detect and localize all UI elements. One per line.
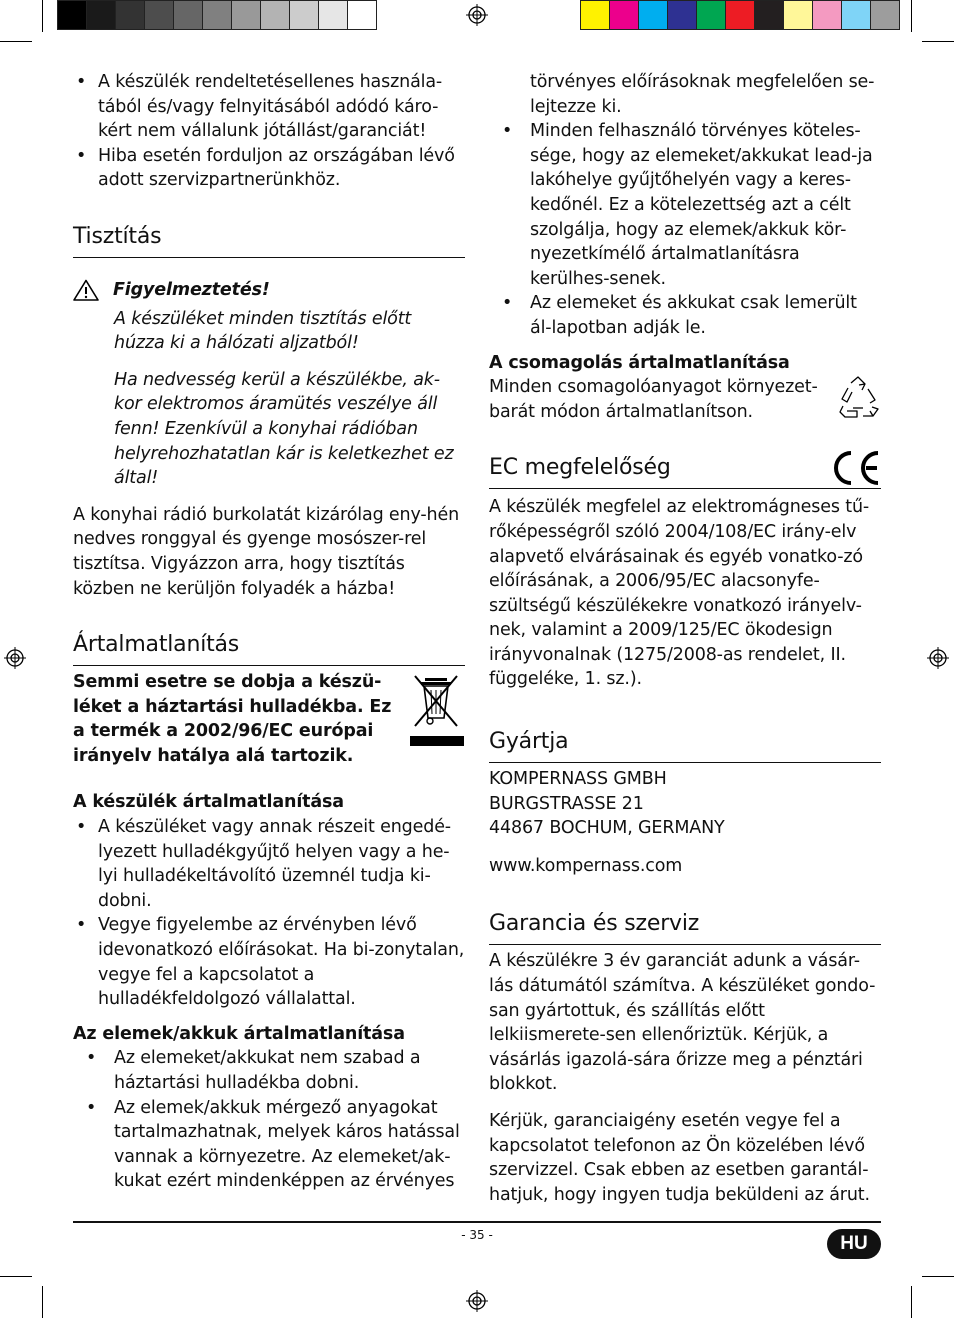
section-heading-ec: EC megfelelőség xyxy=(489,454,881,489)
ce-mark-icon xyxy=(829,450,881,486)
color-swatch xyxy=(290,1,319,29)
crop-mark xyxy=(42,0,43,32)
battery-disposal-list xyxy=(73,1046,465,1194)
color-swatch xyxy=(116,1,145,29)
color-swatch xyxy=(813,1,842,29)
list-item: • Hiba esetén forduljon az országában lévő adott szervizpartnerünkhöz. xyxy=(73,144,465,193)
color-swatch xyxy=(639,1,668,29)
section-heading-disposal: Ártalmatlanítás xyxy=(73,631,465,666)
section-heading-warranty: Garancia és szerviz xyxy=(489,910,881,945)
crop-mark xyxy=(911,0,912,32)
left-column xyxy=(73,70,465,1194)
process-color-bar xyxy=(580,0,900,30)
crop-mark xyxy=(911,1286,912,1318)
section-heading-cleaning: Tisztítás xyxy=(73,223,465,258)
ec-heading-row xyxy=(489,454,881,489)
warning-header xyxy=(73,278,465,303)
manufacturer-address xyxy=(489,767,881,878)
list-item: • A készülék rendeltetésellenes használa-tából és/vagy felnyitásából adódó káro-kért nem vállalunk jótállást/garanciát! xyxy=(73,70,465,144)
address-line: KOMPERNASS GMBH xyxy=(489,769,667,790)
warranty-text: Kérjük, garanciaigény esetén vegye fel a kapcsolatot telefonon az Ön közelében lévő szervizzel. Csak ebben az esetben garantál-hatjuk, hogy ingyen tudja beküldeni az árut. xyxy=(489,1111,870,1205)
crossed-out-wheelie-bin-icon xyxy=(409,672,465,750)
color-swatch xyxy=(668,1,697,29)
subheading-battery-disposal: Az elemek/akkuk ártalmatlanítása xyxy=(73,1023,405,1044)
cleaning-text: A konyhai rádió burkolatát kizárólag eny-hén nedves ronggyal és gyenge mosószer-rel tisztítsa. Vigyázzon arra, hogy tisztítás közben ne kerüljön folyadék a házba! xyxy=(73,504,460,599)
color-swatch xyxy=(726,1,755,29)
color-swatch xyxy=(174,1,203,29)
crop-mark xyxy=(0,1276,32,1277)
color-swatch xyxy=(871,1,899,29)
packaging-block xyxy=(489,375,881,424)
battery-continued-text: törvényes előírásoknak megfelelően se-lejtezze ki. xyxy=(530,72,875,117)
warning-text: A készüléket minden tisztítás előtt húzza ki a hálózati aljzatból! xyxy=(114,308,412,354)
crop-mark xyxy=(922,41,954,42)
packaging-text: Minden csomagolóanyagot környezet-barát módon ártalmatlanítson. xyxy=(489,377,818,422)
color-swatch xyxy=(58,1,87,29)
color-swatch xyxy=(842,1,871,29)
ec-text: A készülék megfelel az elektromágneses tű-rőképességről szóló 2004/108/EC irány-elv alapvető elvárásainak és egyéb vonatko-zó előírásának, a 2006/95/EC alacsonyfe-szültségű készülékekre vonatkozó irányelv-nek, valamint a 2009/125/EC ökodesign irányvonalnak (1275/2008-as rendelet, II. függeléke, 1. sz.). xyxy=(489,497,870,690)
list-item: • Az elemeket és akkukat csak lemerült ál-lapotban adják le. xyxy=(489,291,881,340)
color-swatch xyxy=(610,1,639,29)
subheading-packaging-disposal: A csomagolás ártalmatlanítása xyxy=(489,352,790,373)
color-swatch xyxy=(232,1,261,29)
page-number: - 35 - xyxy=(461,1228,493,1242)
color-swatch xyxy=(784,1,813,29)
footer-divider xyxy=(73,1221,881,1223)
crop-mark xyxy=(922,1276,954,1277)
language-badge: HU xyxy=(827,1229,881,1259)
disposal-warning-text: Semmi esetre se dobja a készü-léket a háztartási hulladékba. Ez a termék a 2002/96/EC európai irányelv hatálya alá tartozik. xyxy=(73,672,392,766)
color-swatch xyxy=(261,1,290,29)
color-swatch xyxy=(348,1,376,29)
color-swatch xyxy=(755,1,784,29)
color-swatch xyxy=(697,1,726,29)
recycling-icon xyxy=(835,375,881,421)
color-swatch xyxy=(145,1,174,29)
warning-triangle-icon xyxy=(73,279,99,301)
list-item: • Az elemeket/akkukat nem szabad a háztartási hulladékba dobni. xyxy=(73,1046,465,1095)
color-swatch xyxy=(203,1,232,29)
registration-mark-icon xyxy=(466,1290,488,1312)
registration-mark-icon xyxy=(4,647,26,669)
battery-disposal-list-continued xyxy=(489,119,881,340)
list-item: • A készüléket vagy annak részeit engedé-lyezett hulladékgyűjtő helyen vagy a he-lyi hulladékeltávolító üzemnél tudja ki-dobni. xyxy=(73,815,465,913)
color-swatch xyxy=(87,1,116,29)
device-disposal-list xyxy=(73,815,465,1012)
registration-mark-icon xyxy=(927,647,949,669)
list-item: • Vegye figyelembe az érvényben lévő idevonatkozó előírásokat. Ha bi-zonytalan, vegye fel a kapcsolatot a hulladékfeldolgozó vállalattal. xyxy=(73,913,465,1011)
warranty-text: A készülékre 3 év garanciát adunk a vásár-lás dátumától számítva. A készüléket gondo-san gyártottuk, és szállítás előtt lelkiismerete-sen ellenőriztük. Kérjük, a vásárlás igazolá-sára őrizze meg a pénztári blokkot. xyxy=(489,951,876,1095)
intro-bullet-list xyxy=(73,70,465,193)
crop-mark xyxy=(42,1286,43,1318)
right-column xyxy=(489,70,881,1207)
list-item: • Az elemek/akkuk mérgező anyagokat tartalmazhatnak, melyek káros hatással vannak a környezetre. Az elemeket/ak-kukat ezért mindenképpen az érvényes xyxy=(73,1096,465,1194)
website-link[interactable]: www.kompernass.com xyxy=(489,855,683,876)
address-line: 44867 BOCHUM, GERMANY xyxy=(489,818,725,839)
disposal-intro xyxy=(73,670,465,768)
gray-color-bar xyxy=(57,0,377,30)
color-swatch xyxy=(581,1,610,29)
registration-mark-icon xyxy=(466,4,488,26)
crop-mark xyxy=(0,41,32,42)
subheading-device-disposal: A készülék ártalmatlanítása xyxy=(73,792,344,813)
warning-title: Figyelmeztetés! xyxy=(113,279,270,300)
warning-text: Ha nedvesség kerül a készülékbe, ak-kor elektromos áramütés veszélye áll fenn! Ezenkívül a konyhai rádióban helyrehozhatatlan kár is keletkezhet ez által! xyxy=(114,369,454,489)
section-heading-manufacturer: Gyártja xyxy=(489,728,881,763)
address-line: BURGSTRASSE 21 xyxy=(489,793,644,814)
color-swatch xyxy=(319,1,348,29)
list-item: • Minden felhasználó törvényes köteles-sége, hogy az elemeket/akkukat lead-ja lakóhelye gyűjtőhelyén vagy a keres-kedőnél. Ez a kötelezettség azt a célt szolgálja, hogy az elemek/akkuk kör-nyezetkímélő ártalmatlanításra kerülhes-senek. xyxy=(489,119,881,291)
